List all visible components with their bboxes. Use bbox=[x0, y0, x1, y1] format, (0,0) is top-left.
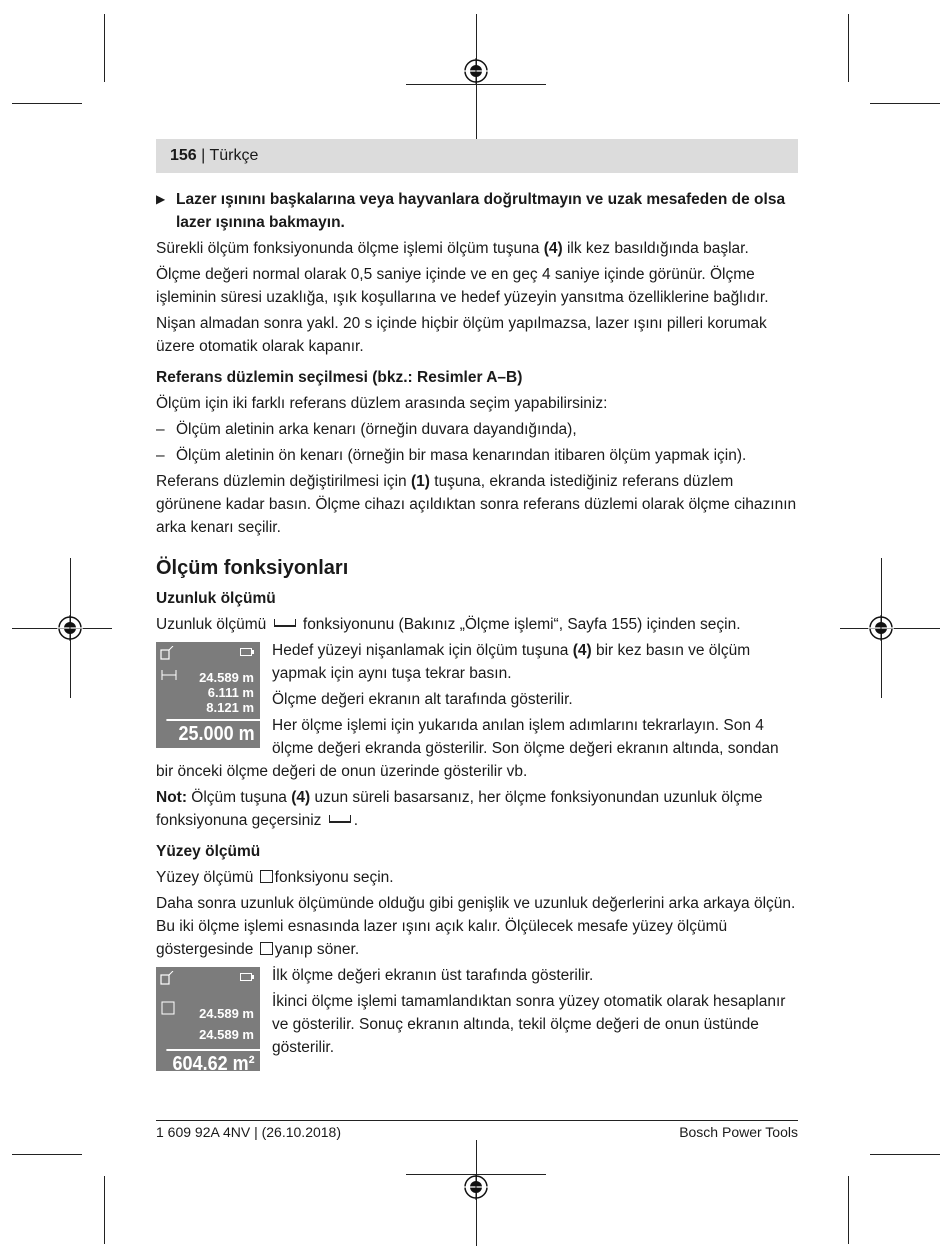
length-mode-icon bbox=[161, 670, 177, 680]
warning-item bbox=[156, 188, 798, 234]
area-mode-icon bbox=[161, 1001, 175, 1015]
length-measure-icon bbox=[329, 815, 351, 823]
paragraph: Ölçme değeri normal olarak 0,5 saniye içinde ve en geç 4 saniye içinde görünür. Ölçme işleminin süresi uzaklığa, ışık koşullarına ve hedef yüzeyin yansıtma özelliklerine bağlıdır. bbox=[156, 266, 769, 306]
crop-mark bbox=[12, 103, 82, 104]
area-measure-icon bbox=[260, 942, 273, 955]
area-measure-icon bbox=[260, 870, 273, 883]
lcd-main-value: 604.62 m² bbox=[166, 1049, 260, 1077]
battery-icon bbox=[240, 973, 254, 981]
paragraph: Uzunluk ölçümü fonksiyonunu (Bakınız „Ölçme işlemi“, Sayfa 155) içinden seçin. bbox=[156, 616, 741, 633]
registration-mark-icon bbox=[463, 58, 489, 84]
main-content bbox=[156, 188, 798, 1075]
length-measure-icon bbox=[274, 619, 296, 627]
crop-mark bbox=[12, 1154, 82, 1155]
lcd-display-length bbox=[156, 642, 260, 748]
lcd-value: 24.589 m bbox=[199, 1006, 254, 1021]
crop-mark bbox=[848, 14, 849, 82]
paragraph: Nişan almadan sonra yakl. 20 s içinde hiçbir ölçüm yapılmazsa, lazer ışını pilleri korumak üzere otomatik olarak kapanır. bbox=[156, 315, 767, 355]
note: Not: Ölçüm tuşuna (4) uzun süreli basarsanız, her ölçme fonksiyonundan uzunluk ölçme fonksiyonuna geçersiniz . bbox=[156, 789, 763, 829]
lcd-value: 6.111 m bbox=[207, 685, 254, 700]
subheading-length: Uzunluk ölçümü bbox=[156, 590, 276, 607]
warning-text: Lazer ışınını başkalarına veya hayvanlara doğrultmayın ve uzak mesafeden de olsa lazer ışınına bakmayın. bbox=[176, 191, 786, 231]
crop-mark bbox=[870, 103, 940, 104]
footer-brand: Bosch Power Tools bbox=[679, 1124, 798, 1140]
paragraph: Her ölçme işlemi için yukarıda anılan işlem adımlarını tekrarlayın. Son 4 ölçme değeri ekranda gösterilir. Son ölçme değeri ekranın altında, sondan bir önceki ölçme değeri de onun üzerinde gösterilir vb. bbox=[156, 717, 779, 780]
lcd-status-icons bbox=[156, 967, 260, 989]
lcd-value: 8.121 m bbox=[206, 700, 254, 715]
footer-document-id: 1 609 92A 4NV | (26.10.2018) bbox=[156, 1124, 341, 1140]
paragraph: Hedef yüzeyi nişanlamak için ölçüm tuşuna (4) bir kez basın ve ölçüm yapmak için aynı tuşa tekrar basın. bbox=[272, 642, 751, 682]
paragraph: Referans düzlemin değiştirilmesi için (1) tuşuna, ekranda istediğiniz referans düzlem görünene kadar basın. Ölçme cihazı açıldıktan sonra referans düzlemi olarak ölçme cihazının arka kenarı seçilir. bbox=[156, 473, 797, 536]
subheading-reference: Referans düzlemin seçilmesi (bkz.: Resimler A–B) bbox=[156, 369, 523, 386]
laser-icon bbox=[160, 971, 174, 985]
paragraph: İlk ölçme değeri ekranın üst tarafında gösterilir. bbox=[272, 967, 594, 984]
registration-mark-icon bbox=[868, 615, 894, 641]
crop-mark bbox=[104, 14, 105, 82]
page-number: 156 bbox=[170, 147, 197, 164]
header-language: Türkçe bbox=[209, 147, 259, 164]
page-header bbox=[156, 139, 798, 173]
list-item: – Ölçüm aletinin arka kenarı (örneğin duvara dayandığında), bbox=[156, 421, 577, 438]
lcd-display-area bbox=[156, 967, 260, 1075]
registration-mark-icon bbox=[463, 1174, 489, 1200]
crop-mark bbox=[870, 1154, 940, 1155]
triangle-bullet-icon: ▶ bbox=[156, 192, 166, 206]
crop-mark bbox=[848, 1176, 849, 1244]
list-item: – Ölçüm aletinin ön kenarı (örneğin bir masa kenarından itibaren ölçüm yapmak için). bbox=[156, 447, 747, 464]
subheading-area: Yüzey ölçümü bbox=[156, 843, 261, 860]
lcd-value: 24.589 m bbox=[199, 1027, 254, 1042]
lcd-status-icons bbox=[156, 642, 260, 664]
paragraph: Ölçme değeri ekranın alt tarafında gösterilir. bbox=[272, 691, 573, 708]
crop-mark bbox=[104, 1176, 105, 1244]
header-text: 156 | Türkçe bbox=[170, 147, 259, 164]
paragraph: Sürekli ölçüm fonksiyonunda ölçme işlemi ölçüm tuşuna (4) ilk kez basıldığında başlar. bbox=[156, 240, 749, 257]
registration-mark-icon bbox=[57, 615, 83, 641]
paragraph: Yüzey ölçümü fonksiyonu seçin. bbox=[156, 869, 394, 886]
paragraph: İkinci ölçme işlemi tamamlandıktan sonra yüzey otomatik olarak hesaplanır ve gösterilir. Sonuç ekranın altında, tekil ölçme değeri de onun üstünde gösterilir. bbox=[272, 993, 786, 1056]
section-title: Ölçüm fonksiyonları bbox=[156, 557, 349, 579]
crop-mark bbox=[476, 14, 477, 154]
footer-divider bbox=[156, 1120, 798, 1121]
laser-icon bbox=[160, 646, 174, 660]
paragraph: Ölçüm için iki farklı referans düzlem arasında seçim yapabilirsiniz: bbox=[156, 395, 608, 412]
lcd-main-value: 25.000 m bbox=[166, 719, 260, 747]
battery-icon bbox=[240, 648, 254, 656]
lcd-value: 24.589 m bbox=[199, 670, 254, 685]
paragraph: Daha sonra uzunluk ölçümünde olduğu gibi genişlik ve uzunluk değerlerini arka arkaya ölçün. Bu iki ölçme işlemi esnasında lazer ışını açık kalır. Ölçülecek mesafe yüzey ölçümü göstergesinde yanıp söner. bbox=[156, 895, 796, 958]
